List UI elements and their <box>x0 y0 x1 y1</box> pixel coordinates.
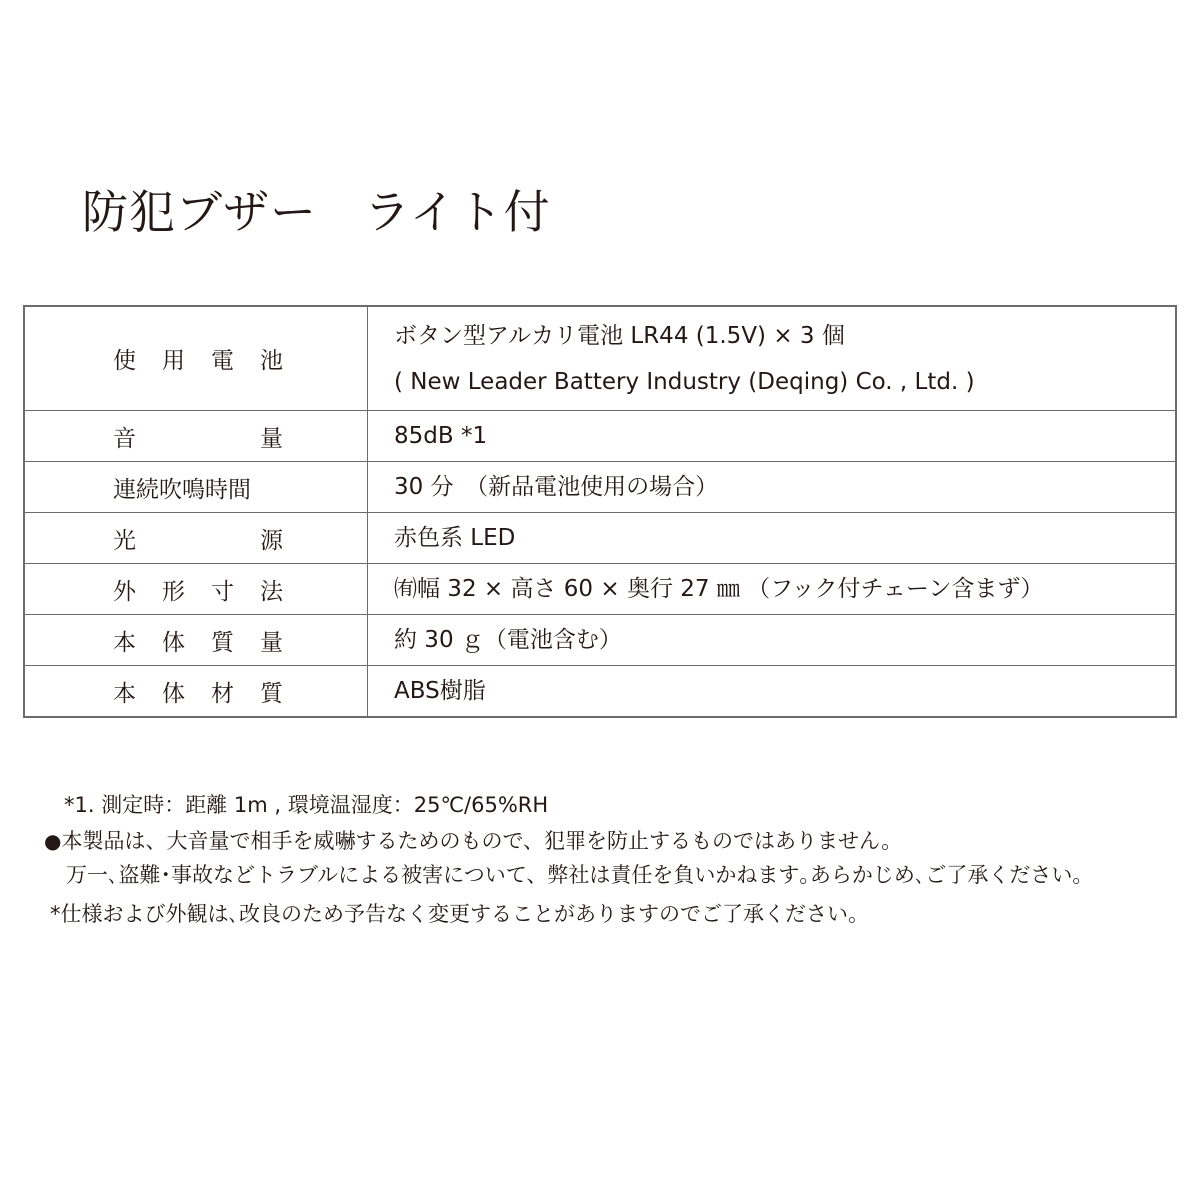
label-char: 音 <box>113 425 136 452</box>
label-char: 用 <box>162 348 185 374</box>
row-label <box>113 675 283 708</box>
light-source-value: 赤色系 LED <box>394 525 516 551</box>
label-cell <box>24 411 368 462</box>
label-char: 質 <box>260 680 283 707</box>
label-char: 外 <box>113 578 136 605</box>
footnote-measurement: *1. 測定時：距離 1m , 環境温湿度：25℃/65%RH <box>64 793 549 817</box>
label-cell <box>24 462 368 513</box>
row-label <box>113 573 283 606</box>
table-row-volume <box>24 411 1176 462</box>
value-cell <box>368 564 1177 615</box>
label-cell <box>24 564 368 615</box>
table-row-duration <box>24 462 1176 513</box>
label-char: 寸 <box>211 578 234 605</box>
notes-section <box>44 786 1093 936</box>
row-label <box>113 522 283 555</box>
label-char: 質 <box>211 629 234 656</box>
material-value: ABS樹脂 <box>394 678 486 704</box>
label-char: 体 <box>162 629 185 656</box>
value-cell <box>368 306 1177 411</box>
label-cell <box>24 615 368 666</box>
table-row-battery <box>24 306 1176 411</box>
volume-value: 85dB *1 <box>394 423 488 449</box>
table-row-material <box>24 666 1176 718</box>
battery-maker: ( New Leader Battery Industry (Deqing) Co. , Ltd. ) <box>394 368 975 395</box>
label-cell <box>24 306 368 411</box>
label-char: 池 <box>260 348 283 374</box>
value-cell <box>368 411 1177 462</box>
duration-value: 30 分 （新品電池使用の場合） <box>394 474 719 500</box>
label-char: 本 <box>113 680 136 707</box>
weight-value: 約 30 ｇ（電池含む） <box>394 627 622 653</box>
label-char: 本 <box>113 629 136 656</box>
label-char: 法 <box>260 578 283 605</box>
label-char: 体 <box>162 680 185 707</box>
row-label <box>113 624 283 657</box>
row-label <box>113 342 283 375</box>
value-cell <box>368 513 1177 564</box>
label-char: 材 <box>211 680 234 707</box>
disclaimer: *仕様および外観は､改良のため予告なく変更することがありますのでご了承ください。 <box>50 902 869 926</box>
value-cell <box>368 615 1177 666</box>
label-char: 形 <box>162 578 185 605</box>
row-label: 連続吹鳴時間 <box>113 476 251 503</box>
label-char: 源 <box>260 527 283 554</box>
warning-line-2: 万一､盗難･事故などトラブルによる被害について、弊社は責任を負いかねます｡あらかじめ､ご了承ください。 <box>66 863 1094 887</box>
label-cell <box>24 513 368 564</box>
page-title: 防犯ブザー ライト付 <box>82 185 551 239</box>
label-cell <box>24 666 368 718</box>
label-char: 量 <box>260 629 283 656</box>
value-cell <box>368 666 1177 718</box>
warning-text-1: 本製品は、大音量で相手を威嚇するためのもので、犯罪を防止するものではありません。 <box>61 829 903 853</box>
spec-table <box>23 305 1177 718</box>
dimensions-value: ㈲幅 32 × 高さ 60 × 奥行 27 ㎜ （フック付チェーン含まず） <box>394 576 1044 602</box>
table-row-weight <box>24 615 1176 666</box>
bullet-icon: ● <box>44 829 62 853</box>
row-label <box>113 420 283 453</box>
label-char: 量 <box>260 425 283 452</box>
label-char: 電 <box>211 348 234 374</box>
label-char: 光 <box>113 527 136 554</box>
label-char: 使 <box>113 348 136 374</box>
value-cell <box>368 462 1177 513</box>
warning-line-1 <box>44 824 1093 858</box>
table-row-dimensions <box>24 564 1176 615</box>
battery-type: ボタン型アルカリ電池 LR44 (1.5V) × 3 個 <box>394 322 845 349</box>
table-row-light-source <box>24 513 1176 564</box>
